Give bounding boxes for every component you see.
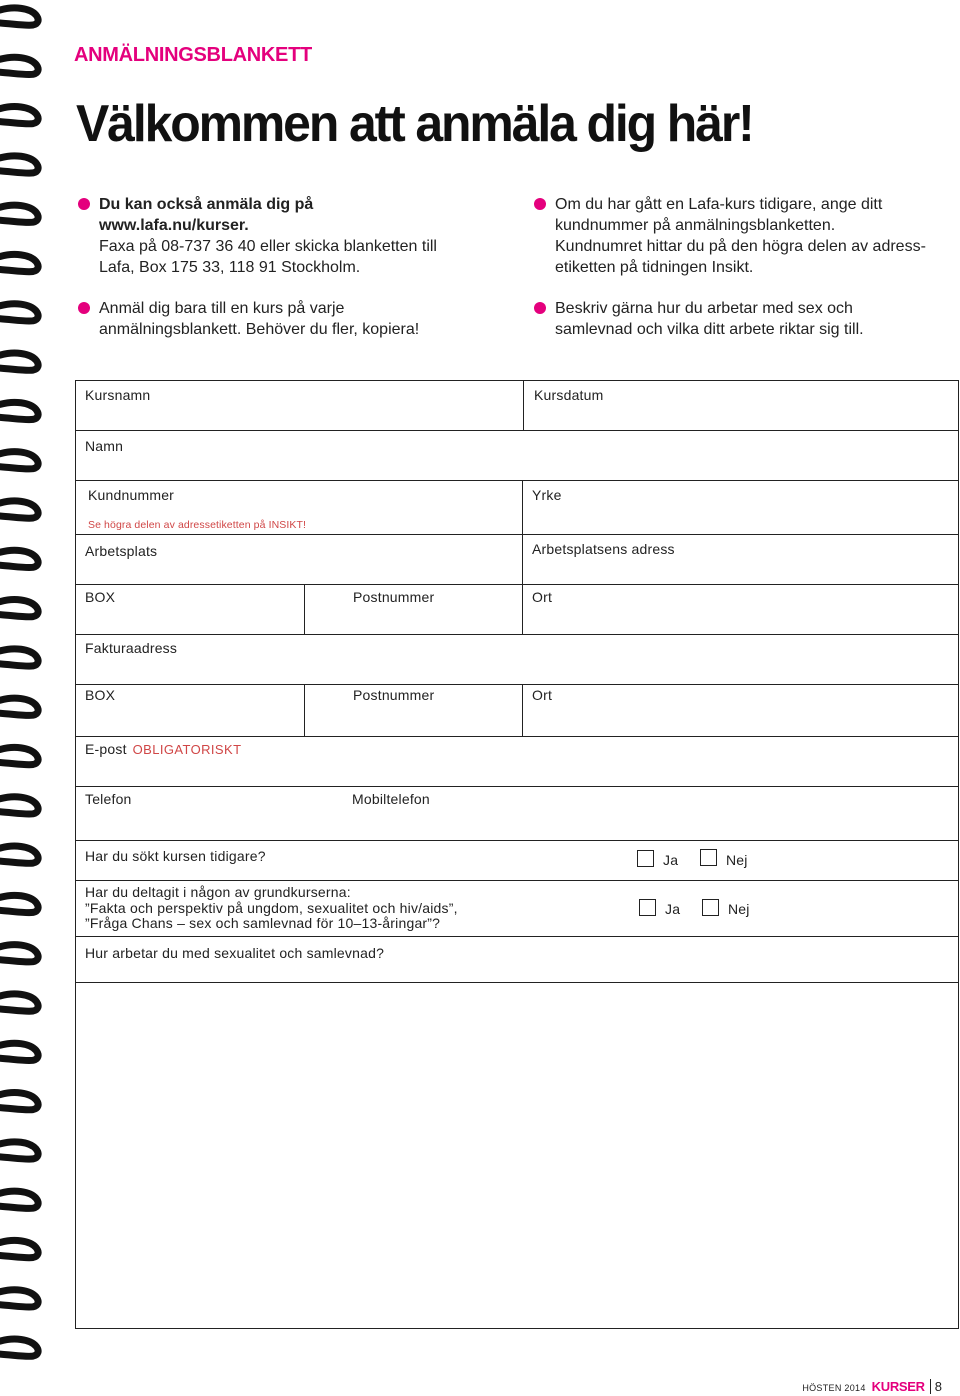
bullet-text: Anmäl dig bara till en kurs på varje [99, 300, 345, 317]
field-workplace-address[interactable]: Arbetsplatsens adress [532, 541, 675, 557]
website-link[interactable]: www.lafa.nu/kurser. [99, 217, 249, 234]
required-note: OBLIGATORISKT [132, 742, 242, 757]
page-number: 8 [930, 1379, 942, 1394]
bullet-text: anmälningsblankett. Behöver du fler, kopiera! [99, 321, 420, 338]
form-rule [75, 430, 959, 431]
field-customer-number[interactable]: Kundnummer [88, 487, 175, 503]
email-label: E-post [85, 741, 127, 757]
form-rule [75, 584, 959, 585]
footer-season: HÖSTEN 2014 [802, 1383, 866, 1393]
field-course-date[interactable]: Kursdatum [534, 387, 604, 403]
question-how-you-work: Hur arbetar du med sexualitet och samlevnad? [85, 945, 385, 961]
label-q1-no: Nej [726, 852, 748, 868]
section-kicker: ANMÄLNINGSBLANKETT [74, 44, 312, 66]
question-applied-before: Har du sökt kursen tidigare? [85, 848, 266, 864]
form-rule [75, 736, 959, 737]
form-rule [75, 880, 959, 881]
form-rule [958, 380, 959, 1329]
field-occupation[interactable]: Yrke [532, 487, 562, 503]
field-invoice-postcode[interactable]: Postnummer [353, 687, 435, 703]
answer-text-area[interactable] [76, 983, 958, 1328]
label-q2-no: Nej [728, 901, 750, 917]
field-name[interactable]: Namn [85, 438, 124, 454]
question-basic-courses-line: ”Fråga Chans – sex och samlevnad för 10–13-åringar”? [85, 915, 441, 931]
question-basic-courses-line: ”Fakta och perspektiv på ungdom, sexualitet och hiv/aids”, [85, 900, 458, 916]
label-q2-yes: Ja [665, 901, 681, 917]
field-workplace-city[interactable]: Ort [532, 589, 553, 605]
checkbox-q2-yes[interactable] [639, 899, 656, 916]
question-basic-courses: Har du deltagit i någon av grundkurserna: [85, 884, 351, 900]
field-email[interactable] [85, 741, 241, 757]
footer-brand: KURSER [871, 1379, 925, 1394]
field-workplace-postcode[interactable]: Postnummer [353, 589, 435, 605]
bullet-text: kundnummer på anmälningsblanketten. [555, 217, 836, 234]
form-rule [75, 634, 959, 635]
form-rule [523, 380, 524, 430]
label-q1-yes: Ja [663, 852, 679, 868]
form-rule [75, 534, 959, 535]
field-invoice-city[interactable]: Ort [532, 687, 553, 703]
form-rule [304, 684, 305, 736]
bullet-text: Faxa på 08-737 36 40 eller skicka blanketten till [99, 238, 437, 255]
form-rule [75, 480, 959, 481]
field-mobile[interactable]: Mobiltelefon [352, 791, 430, 807]
page-title: Välkommen att anmäla dig här! [76, 95, 753, 153]
field-workplace-box[interactable]: BOX [85, 589, 116, 605]
bullet-text: Om du har gått en Lafa-kurs tidigare, ange ditt [555, 196, 883, 213]
bullet-text: etiketten på tidningen Insikt. [555, 259, 754, 276]
field-invoice-box[interactable]: BOX [85, 687, 116, 703]
field-workplace[interactable]: Arbetsplats [85, 543, 158, 559]
checkbox-q2-no[interactable] [702, 899, 719, 916]
checkbox-q1-no[interactable] [700, 849, 717, 866]
form-rule [304, 584, 305, 634]
bullet-text: samlevnad och vilka ditt arbete riktar sig till. [555, 321, 864, 338]
form-rule [75, 786, 959, 787]
checkbox-q1-yes[interactable] [637, 850, 654, 867]
form-rule [522, 480, 523, 634]
bullet-text: Lafa, Box 175 33, 118 91 Stockholm. [99, 259, 361, 276]
customer-number-hint: Se högra delen av adressetiketten på INSIKT! [88, 519, 307, 531]
form-rule [75, 380, 959, 381]
form-rule [522, 684, 523, 736]
bullet-text: Beskriv gärna hur du arbetar med sex och [555, 300, 853, 317]
field-invoice-address[interactable]: Fakturaadress [85, 640, 178, 656]
field-course-name[interactable]: Kursnamn [85, 387, 151, 403]
field-phone[interactable]: Telefon [85, 791, 132, 807]
form-rule [75, 840, 959, 841]
form-rule [75, 936, 959, 937]
bullet-text: Kundnumret hittar du på den högra delen av adress- [555, 238, 926, 255]
page-footer [802, 1378, 942, 1396]
form-rule [75, 684, 959, 685]
form-rule [75, 1328, 959, 1329]
bullet-text: Du kan också anmäla dig på [99, 196, 314, 213]
